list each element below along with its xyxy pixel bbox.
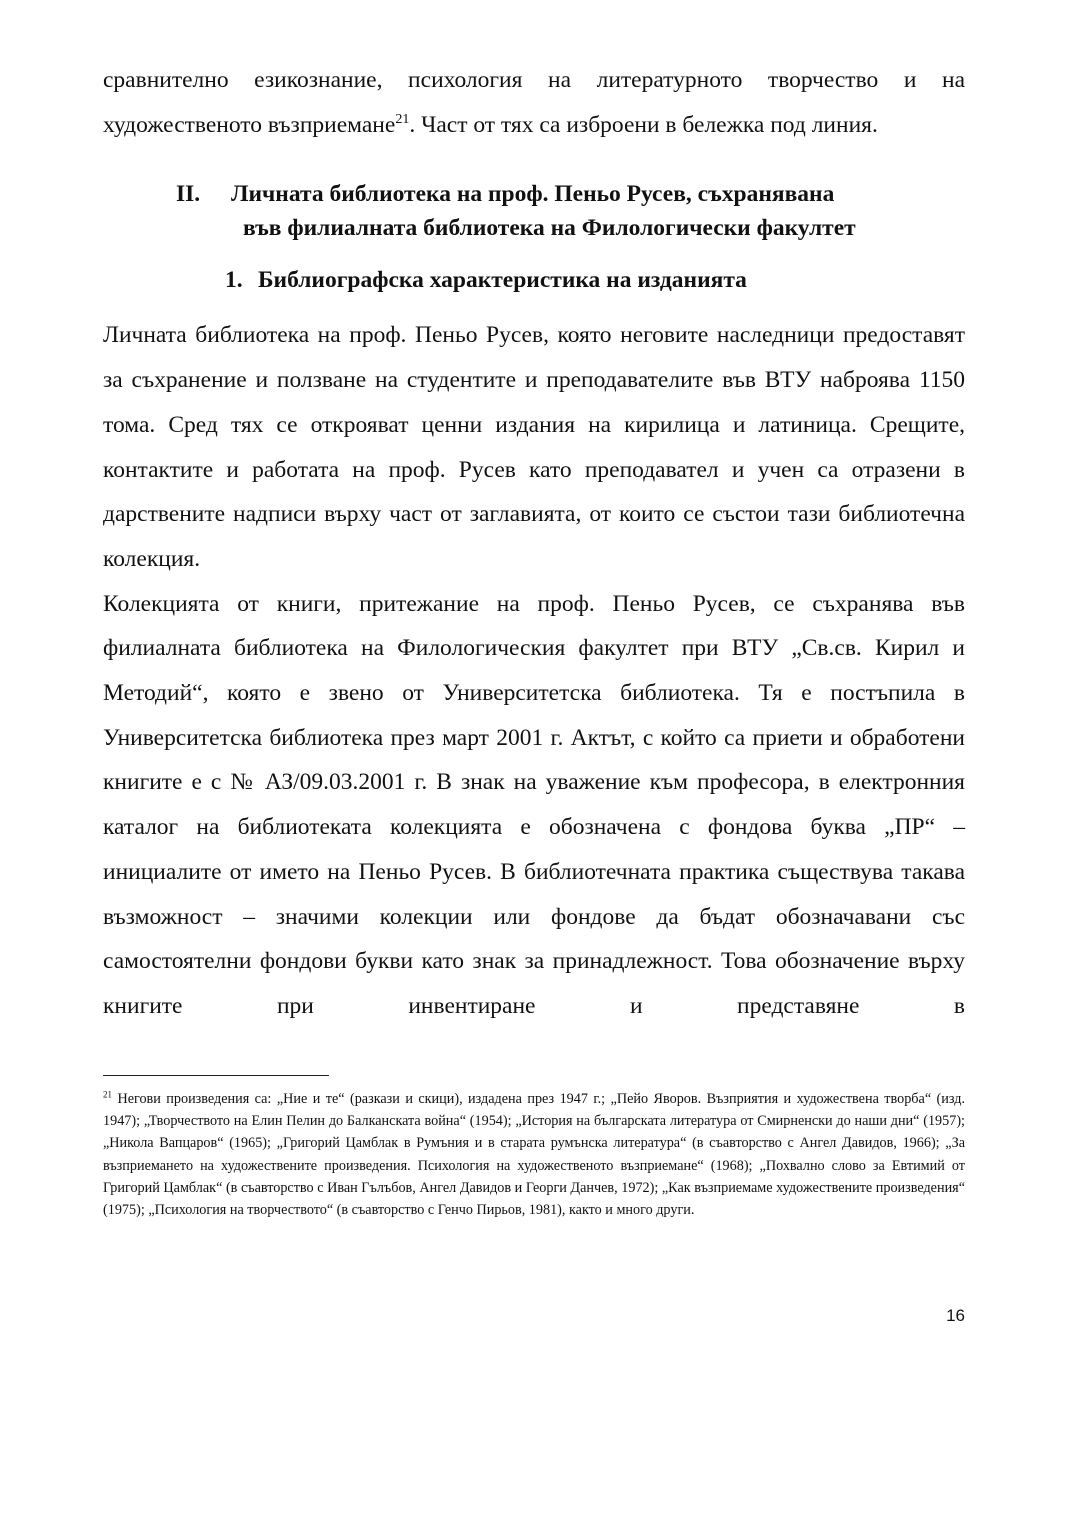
page-number: 16 (946, 1306, 965, 1325)
subsection-heading (225, 263, 965, 297)
section-number: II. (176, 181, 201, 208)
body-paragraph-2: Колекцията от книги, притежание на проф. Пеньо Русев, се съхранява във филиалната библиотека на Филологическия факултет при ВТУ „Св.св. Кирил и Методий“, която е звено от Университетска библиотека. Тя е постъпила в Университетска библиотека през март 2001 г. Актът, с който са приети и обработени книгите е с № АЗ/09.03.2001 г. В знак на уважение към професора, в електронния каталог на библиотеката колекцията е обозначена с фондова буква „ПР“ – инициалите от името на Пеньо Русев. В библиотечната практика съществува такава възможност – значими колекции или фондове да бъдат обозначавани със самостоятелни фондови букви като знак за принадлежност. Това обозначение върху книгите при инвентиране и представяне в (103, 590, 965, 1019)
footnote-reference[interactable]: 21 (395, 111, 410, 127)
subsection-number: 1. (225, 267, 243, 294)
section-title-line1: Личната библиотека на проф. Пеньо Русев, съхранявана (231, 181, 835, 208)
subsection-title: Библиографска характеристика на изданията (258, 267, 747, 294)
section-title-line2: във филиалната библиотека на Филологически факултет (243, 215, 856, 242)
footnote-mark: 21 (103, 1089, 112, 1100)
section-heading (103, 177, 965, 245)
footnote (103, 1088, 965, 1221)
footnote-text: Негови произведения са: „Ние и те“ (разкази и скици), издадена през 1947 г.; „Пейо Яворов. Възприятия и художествена творба“ (изд. 1947); „Творчеството на Елин Пелин до Балканската война“ (1954); „История на българската литература от Смирненски до наши дни“ (1957); „Никола Вапцаров“ (1965); „Григорий Цамблак в Румъния и в старата румънска литература“ (в съавторство с Ангел Давидов, 1966); „За възприемането на художествените произведения. Психология на художественото възприемане“ (1968); „Похвално слово за Евтимий от Григорий Цамблак“ (в съавторство с Иван Гълъбов, Ангел Давидов и Георги Данчев, 1972); „Как възприемаме художествените произведения“ (1975); „Психология на творчеството“ (в съавторство с Генчо Пирьов, 1981), както и много други. (103, 1091, 965, 1219)
body-paragraph-1: Личната библиотека на проф. Пеньо Русев, която неговите наследници предоставят за съхранение и ползване на студентите и преподавателите във ВТУ наброява 1150 тома. Сред тях се открояват ценни издания на кирилица и латиница. Срещите, контактите и работата на проф. Русев като преподавател и учен са отразени в дарствените надписи върху част от заглавията, от които се състои тази библиотечна колекция. (103, 322, 965, 572)
intro-text-end: . Част от тях са изброени в бележка под линия. (409, 111, 878, 138)
page-content (103, 58, 965, 1029)
intro-paragraph (103, 58, 965, 147)
footnote-separator (103, 1075, 329, 1076)
intro-text: сравнително езикознание, психология на литературното творчество и на художественото възприемане (103, 67, 965, 138)
